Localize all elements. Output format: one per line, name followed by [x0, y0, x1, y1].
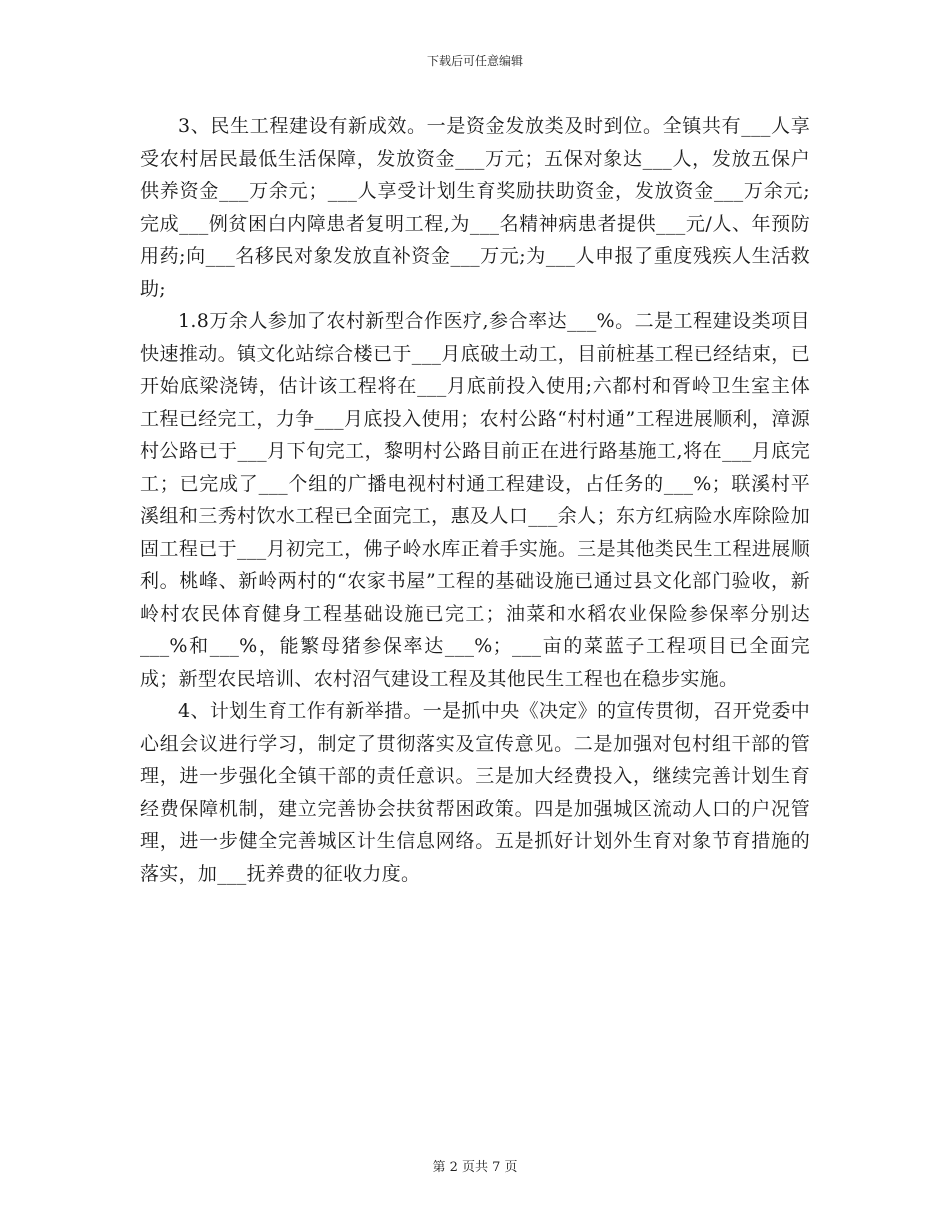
paragraph-livelihood-projects: 3、民生工程建设有新成效。一是资金发放类及时到位。全镇共有___人享受农村居民最低生活保障，发放资金___万元；五保对象达___人，发放五保户供养资金___万余元；___人享受计划生育奖励扶助资金，发放资金___万余元;完成___例贫困白内障患者复明工程,为___名精神病患者提供___元/人、年预防用药;向___名移民对象发放直补资金___万元;为___人申报了重度残疾人生活救助;	[140, 115, 810, 300]
document-body	[140, 110, 810, 890]
paragraph-family-planning: 4、计划生育工作有新举措。一是抓中央《决定》的宣传贯彻，召开党委中心组会议进行学习，制定了贯彻落实及宣传意见。二是加强对包村组干部的管理，进一步强化全镇干部的责任意识。三是加大经费投入，继续完善计划生育经费保障机制，建立完善协会扶贫帮困政策。四是加强城区流动人口的户况管理，进一步健全完善城区计生信息网络。五是抓好计划外生育对象节育措施的落实，加___抚养费的征收力度。	[140, 700, 810, 885]
page-footer: 第 2 页共 7 页	[432, 1160, 518, 1175]
page-header: 下载后可任意编辑	[426, 54, 523, 68]
paragraph-medical-and-infrastructure: 1.8万余人参加了农村新型合作医疗,参合率达___%。二是工程建设类项目快速推动。镇文化站综合楼已于___月底破土动工，目前桩基工程已经结束，已开始底梁浇铸，估计该工程将在___月底前投入使用;六都村和胥岭卫生室主体工程已经完工，力争___月底投入使用；农村公路“村村通”工程进展顺利，漳源村公路已于___月下旬完工，黎明村公路目前正在进行路基施工,将在___月底完工；已完成了___个组的广播电视村村通工程建设，占任务的___%；联溪村平溪组和三秀村饮水工程已全面完工，惠及人口___余人；东方红病险水库除险加固工程已于___月初完工，佛子岭水库正着手实施。三是其他类民生工程进展顺利。桃峰、新岭两村的“农家书屋”工程的基础设施已通过县文化部门验收，新岭村农民体育健身工程基础设施已完工；油菜和水稻农业保险参保率分别达___%和___%，能繁母猪参保率达___%；___亩的菜蓝子工程项目已全面完成；新型农民培训、农村沼气建设工程及其他民生工程也在稳步实施。	[140, 310, 810, 690]
